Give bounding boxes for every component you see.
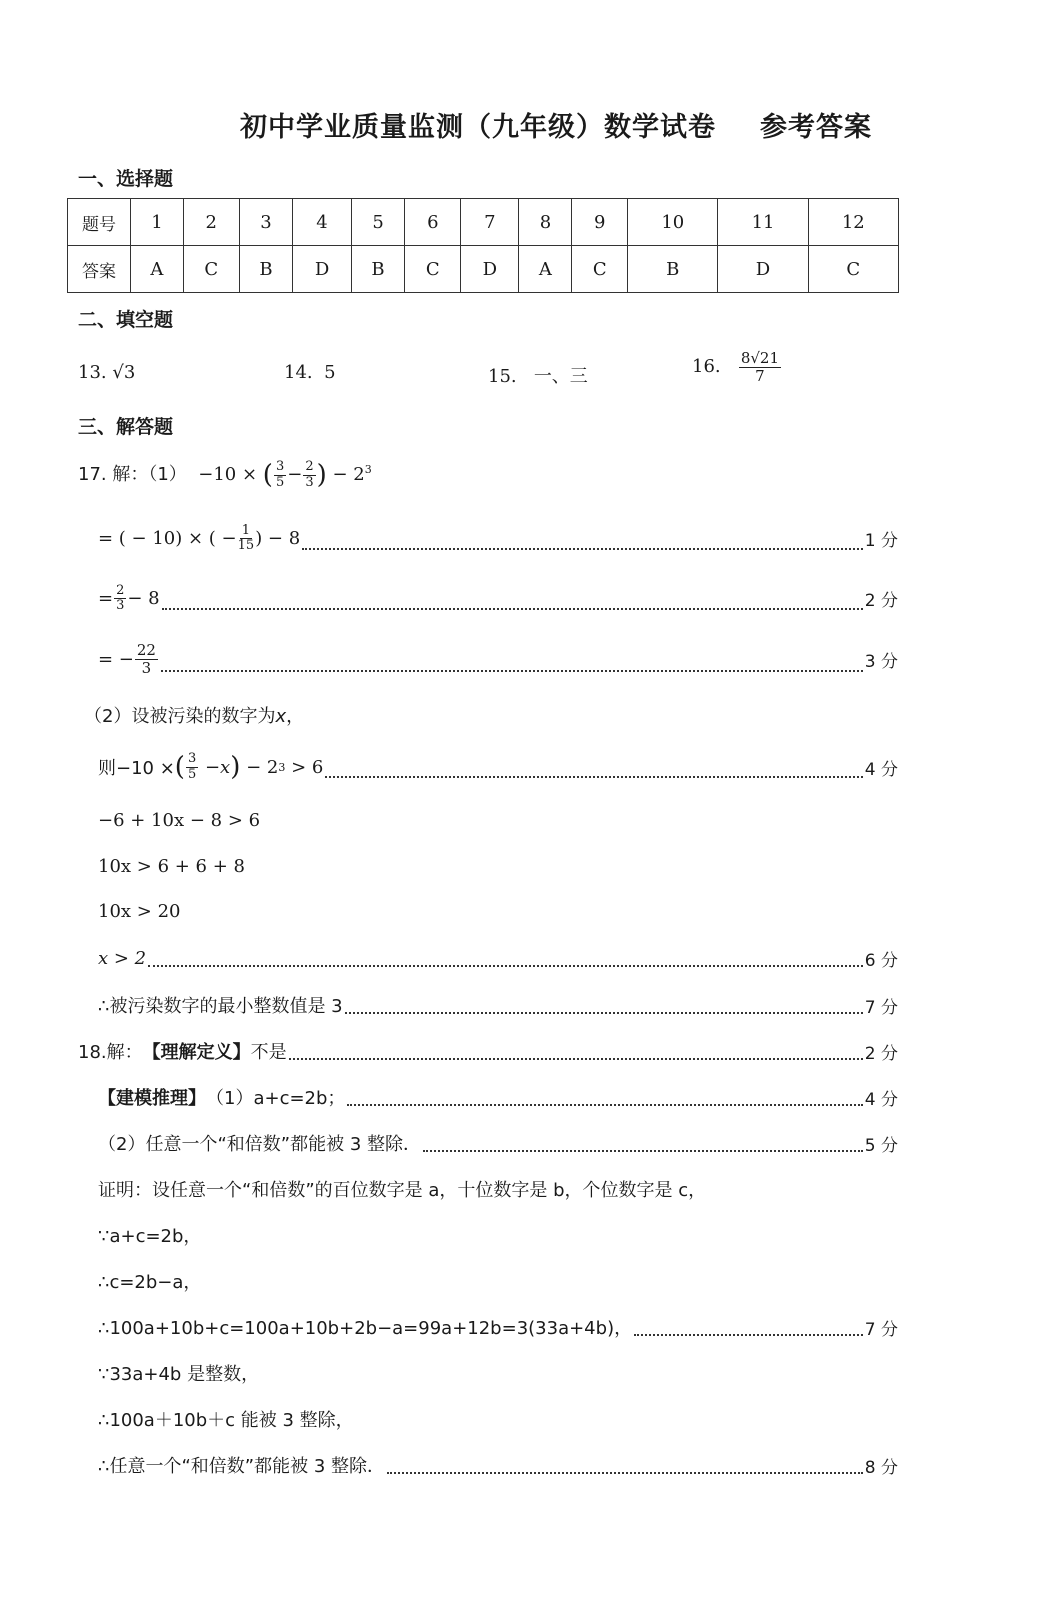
- table-cell: 7: [461, 199, 519, 246]
- q18-line3: [98, 1130, 898, 1156]
- score: 6 分: [864, 951, 898, 971]
- q18-intro: 18.解：: [78, 1042, 143, 1063]
- table-cell: D: [461, 246, 519, 293]
- q17-step1: = ( − 10) × ( − $\frac{1}{15}$ ) − 8 1 分: [98, 523, 898, 554]
- q16-denominator: 7: [755, 366, 765, 385]
- fill-answer-14: [284, 362, 336, 383]
- answer-table: [67, 198, 899, 293]
- q18-l2-text: （1）a+c=2b；: [206, 1088, 346, 1109]
- q13-value: √3: [112, 362, 136, 383]
- q17-step1-text: = ( − 10) × ( −: [98, 528, 237, 550]
- q17-step4-tail: − 2: [246, 756, 279, 778]
- q18-line4: 证明：设任意一个“和倍数”的百位数字是 a，十位数字是 b，个位数字是 c，: [98, 1180, 707, 1201]
- q17-intro: 17. 解：（1）: [78, 464, 187, 485]
- q18-line9: ∴100a＋10b＋c 能被 3 整除，: [98, 1410, 354, 1431]
- table-header-answer: 答案: [68, 246, 131, 293]
- table-cell: A: [519, 246, 572, 293]
- q17-step3: = − $\frac{22}{3}$ 3 分: [98, 641, 898, 677]
- table-cell: 12: [808, 199, 898, 246]
- q18-line10: [98, 1452, 898, 1478]
- table-cell: A: [131, 246, 184, 293]
- table-cell: C: [808, 246, 898, 293]
- q16-numerator: 8√21: [740, 349, 780, 367]
- table-cell: B: [239, 246, 293, 293]
- title-main: 初中学业质量监测（九年级）数学试卷: [240, 112, 716, 143]
- score: 8 分: [864, 1457, 898, 1478]
- q17-step4-end: > 6: [291, 756, 324, 778]
- table-cell: 4: [293, 199, 351, 246]
- section-choice-heading: 一、选择题: [78, 168, 174, 190]
- q17-intro-line: 17. 解：（1） −10 × ( $\frac{3}{5}$ − $\frac{2}{3}$ ) − $2^3$: [78, 459, 372, 490]
- table-cell: 9: [572, 199, 628, 246]
- table-cell: C: [183, 246, 239, 293]
- q15-value: 一、三: [533, 366, 588, 387]
- q18-l3-text: （2）任意一个“和倍数”都能被 3 整除．: [98, 1134, 421, 1155]
- q17-step3-text: = −: [98, 648, 134, 670]
- table-cell: 10: [628, 199, 718, 246]
- table-cell: B: [628, 246, 718, 293]
- table-cell: 6: [405, 199, 461, 246]
- title-answer: 参考答案: [760, 112, 872, 143]
- q17-part2-var: x: [275, 706, 287, 727]
- score: 2 分: [864, 1043, 898, 1064]
- score: 3 分: [864, 651, 898, 672]
- table-cell: D: [718, 246, 808, 293]
- q17-step6: 10x > 6 + 6 + 8: [98, 856, 245, 877]
- score: 5 分: [864, 1135, 898, 1156]
- table-row-numbers: [68, 199, 899, 246]
- q17-step9: [98, 992, 898, 1018]
- q15-label: 15.: [488, 366, 517, 387]
- q18-l10-text: ∴任意一个“和倍数”都能被 3 整除．: [98, 1456, 385, 1477]
- q17-step8: [98, 946, 898, 971]
- table-cell: 2: [183, 199, 239, 246]
- q17-step5: −6 + 10x − 8 > 6: [98, 810, 261, 831]
- table-cell: 5: [351, 199, 405, 246]
- q17-step4-pre: 则−10 ×: [98, 758, 175, 779]
- score: 7 分: [864, 1319, 898, 1340]
- q18-l7-text: ∴100a+10b+c=100a+10b+2b−a=99a+12b=3(33a+4b)，: [98, 1318, 633, 1339]
- score: 4 分: [864, 759, 898, 780]
- q17-step2-tail: − 8: [127, 588, 160, 610]
- q17-step4: 则−10 × ( $\frac{3}{5}$ − x ) − 2 3 > 6 4 分: [98, 751, 898, 782]
- score: 4 分: [864, 1089, 898, 1110]
- fill-answer-16: [692, 350, 782, 384]
- q14-value: 5: [324, 362, 336, 383]
- section-fill-heading: 二、填空题: [78, 309, 174, 331]
- q16-label: 16.: [692, 356, 721, 377]
- q18-line5: ∵a+c=2b，: [98, 1226, 202, 1247]
- table-cell: C: [572, 246, 628, 293]
- q17-part2-end: ，: [286, 706, 305, 727]
- table-cell: C: [405, 246, 461, 293]
- q18-line1: [78, 1038, 898, 1064]
- q17-step1-tail: ) − 8: [255, 528, 301, 550]
- q18-line6: ∴c=2b−a，: [98, 1272, 202, 1293]
- q16-fraction: [739, 350, 781, 384]
- score: 7 分: [864, 997, 898, 1018]
- score: 1 分: [864, 531, 898, 552]
- table-cell: 8: [519, 199, 572, 246]
- table-row-answers: [68, 246, 899, 293]
- fill-answer-13: [78, 362, 135, 383]
- score: 2 分: [864, 591, 898, 612]
- q18-line7: [98, 1314, 898, 1340]
- q17-part2-text: （2）设被污染的数字为: [84, 706, 276, 727]
- table-cell: D: [293, 246, 351, 293]
- q17-part2: [84, 702, 304, 728]
- table-cell: 3: [239, 199, 293, 246]
- fill-answer-15: [488, 362, 588, 388]
- table-cell: 11: [718, 199, 808, 246]
- q18-line2: [98, 1084, 898, 1110]
- q17-step2: = $\frac{2}{3}$ − 8 2 分: [98, 583, 898, 614]
- q14-label: 14.: [284, 362, 313, 383]
- section-solve-heading: 三、解答题: [78, 416, 174, 438]
- table-header-number: 题号: [68, 199, 131, 246]
- q18-tag-model: 【建模推理】: [98, 1088, 206, 1109]
- q17-step8-text: x > 2: [98, 948, 147, 969]
- q17-step9-text: ∴被污染数字的最小整数值是 3: [98, 996, 343, 1017]
- table-cell: 1: [131, 199, 184, 246]
- table-cell: B: [351, 246, 405, 293]
- q13-label: 13.: [78, 362, 107, 383]
- page-title: [240, 105, 872, 144]
- q18-tag-define: 【理解定义】: [142, 1042, 251, 1063]
- q18-line8: ∵33a+4b 是整数，: [98, 1364, 260, 1385]
- q17-step7: 10x > 20: [98, 901, 181, 922]
- q18-l1-text: 不是: [250, 1042, 287, 1063]
